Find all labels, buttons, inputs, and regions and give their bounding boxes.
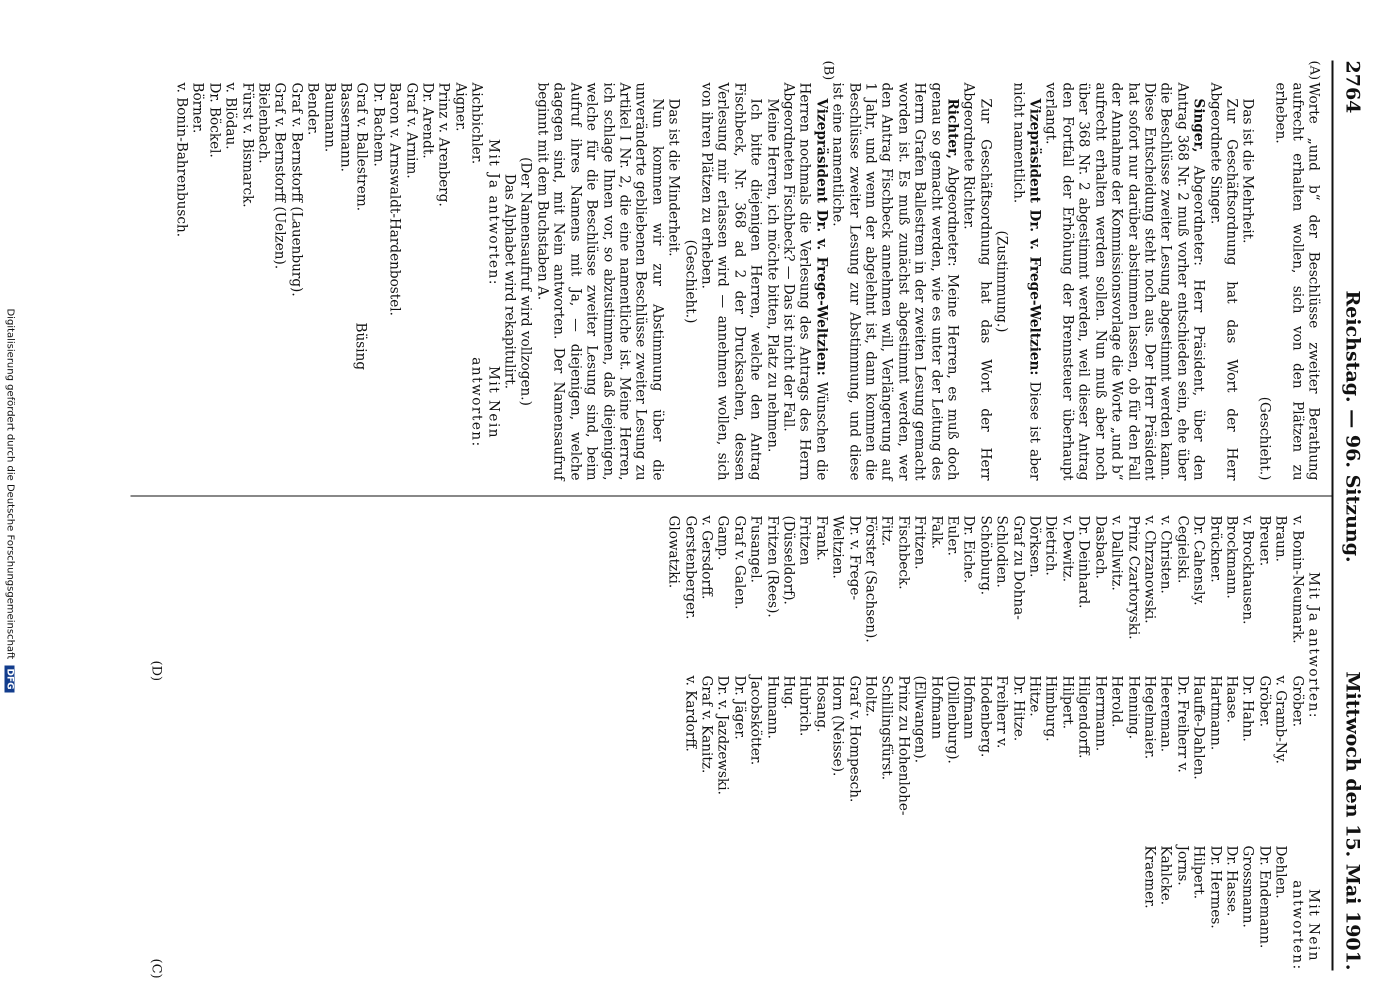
stage-direction: (Geschieht.) bbox=[1255, 396, 1272, 480]
member-name: Graf zu Dohna-Schlodien. bbox=[993, 515, 1026, 620]
member-name: Dr. Hermes. bbox=[1206, 845, 1223, 929]
member-name: Hug. bbox=[780, 675, 796, 709]
member-name: Kraemer. bbox=[1140, 845, 1157, 909]
member-name: Dr. Eiche. bbox=[960, 515, 977, 583]
member-name: Gerstenberger. bbox=[681, 515, 698, 619]
member-name: Bender. bbox=[304, 82, 321, 135]
member-name: Fürst v. Bismarck. bbox=[238, 82, 255, 208]
paragraph: Zur Geschäftsordnung hat das Wort der Herr Abgeordnete Richter. bbox=[960, 82, 993, 480]
member-name: Hilpert. bbox=[1190, 845, 1207, 899]
member-name: v. Christen. bbox=[1157, 515, 1174, 594]
page-header bbox=[1335, 60, 1363, 970]
member-name: v. Dewitz. bbox=[1058, 515, 1075, 582]
member-name: Cegielski. bbox=[1173, 515, 1190, 583]
member-name: Kahlcke. bbox=[1157, 845, 1174, 905]
speech bbox=[1042, 82, 1206, 480]
member-name: Euler. bbox=[944, 515, 961, 556]
nein-header: Mit Nein antworten: bbox=[1288, 879, 1321, 971]
member-name: Dehlen. bbox=[1272, 845, 1289, 899]
member-name: Graf v. Arnim. bbox=[402, 82, 419, 179]
member-name: Bassermann. bbox=[337, 82, 354, 172]
footer-text: Digitalisierung gefördert durch die Deutsche Forschungsgemeinschaft bbox=[4, 307, 15, 659]
member-name: Gröber. bbox=[1255, 675, 1272, 727]
paragraph: Nun kommen wir zur Abstimmung über die unveränderte gebliebenen Beschlüsse zweiter Lesung zu Artikel I Nr. 2, die eine namentliche ist. Meine Herren, ich schlage Ihnen vor, so abzustimmen, daß diejenigen, welche für die Beschlüsse zweiter Lesung sind, beim Aufruf ihres Namens mit Ja, — diejenigen, welche dagegen sind, mit Nein antworten. Der Namensaufruf beginnt mit dem Buchstaben A. bbox=[533, 82, 665, 480]
member-name: Börner. bbox=[189, 82, 206, 133]
member-name: Graf v. Bernstorff (Uelzen). bbox=[271, 82, 288, 269]
member-name: Dietrich. bbox=[1042, 515, 1059, 576]
member-name: Grossmann. bbox=[1239, 845, 1256, 928]
member-name: Hosang. bbox=[812, 675, 829, 732]
member-name: Herrmann. bbox=[1091, 675, 1108, 751]
member-name: Braun. bbox=[1272, 515, 1289, 562]
member-name: Prinz Czartoryski. bbox=[1124, 515, 1141, 640]
margin-mark-a: (A) bbox=[1306, 60, 1321, 80]
footer bbox=[4, 0, 15, 1000]
speech bbox=[829, 82, 960, 480]
member-name: Graf v. Ballestrem. bbox=[353, 82, 370, 211]
stage-direction: (Zustimmung.) bbox=[993, 230, 1010, 332]
member-name: Breuer. bbox=[1255, 515, 1272, 566]
member-name: Gamp. bbox=[714, 515, 731, 560]
member-name: v. Gersdorff. bbox=[697, 515, 714, 599]
member-name: v. Chrzanowski. bbox=[1140, 515, 1157, 624]
margin-mark-b: (B) bbox=[820, 60, 835, 80]
member-name: Gröber. bbox=[1288, 675, 1305, 727]
speech-text: Abgeordneter: Herr Präsident, über den Antrag 368 Nr. 2 muß vorher entschieden sein, ehe über die Beschlüsse zweiter Lesung abgestimmt werden kann. Diese Entscheidung steht noch aus. Der Herr Präsident hat sofort nur darüber abstimmen lassen, ob für den Fall der Annahme der Kommissionsvorlage die Worte „und b“ aufrecht erhalten werden sollen. Nun muß aber noch über 368 Nr. 2 abgestimmt werden, weil dieser Antrag den Fortfall der Erhöhung der Brennsteuer überhaupt verlangt. bbox=[1042, 82, 1207, 480]
ja-names bbox=[205, 515, 1305, 815]
member-name: Dr. v. Frege-Weltzien. bbox=[829, 515, 862, 600]
member-name: Dr. Arendt. bbox=[419, 82, 436, 159]
member-name: Dr. Freiherr v. Heereman. bbox=[1157, 675, 1190, 773]
member-name: Fritzen (Düsseldorf). bbox=[780, 515, 813, 605]
member-name: Hubrich. bbox=[796, 675, 813, 736]
member-name: Dr. Cahensly. bbox=[1190, 515, 1207, 606]
ja-header: Mit Ja antworten: bbox=[484, 138, 501, 286]
member-name: Dr. Bachem. bbox=[369, 82, 386, 167]
margin-mark-c: (C) bbox=[148, 958, 163, 979]
member-name: Hegelmaier. bbox=[1140, 675, 1157, 759]
member-name: Hofmann (Dillenburg). bbox=[944, 675, 977, 764]
speech-text: Diese ist aber nicht namentlich. bbox=[1009, 82, 1043, 480]
member-name: Dr. v. Jazdzewski. bbox=[714, 675, 731, 795]
speech-text: Abgeordneter: Meine Herren, es muß doch genau so gemacht werden, wie es unter der Leitung des Herrn Grafen Ballestrem in der zweiten Lesung gemacht worden ist. Es muß zunächst abgestimmt werden, wer den Antrag Fischbeck annehmen will, Verlängerung auf 1 Jahr, und wenn der abgelehnt ist, dann kommen die Beschlüsse zweiter Lesung zur Abstimmung, und diese ist eine namentliche. bbox=[829, 82, 961, 480]
dfg-logo: DFG bbox=[4, 665, 14, 692]
speech-text: Wünschen die Herren nochmals die Verlesung des Antrags des Herrn Abgeordneten Fischbeck? — Das ist nicht der Fall. bbox=[780, 82, 829, 480]
member-name: Fusangel. bbox=[747, 515, 764, 583]
stage-direction: (Geschieht.) bbox=[681, 239, 698, 323]
left-column bbox=[172, 82, 1321, 480]
member-name: Dr. Hahn. bbox=[1239, 675, 1256, 742]
paragraph: Zur Geschäftsordnung hat das Wort der Herr Abgeordnete Singer. bbox=[1206, 82, 1239, 480]
paragraph: Das ist die Mehrheit. bbox=[1239, 98, 1256, 243]
member-name: Hitze. bbox=[1026, 675, 1043, 717]
member-name: Hauffe-Dahlen. bbox=[1190, 675, 1207, 780]
member-name: Aichbichler. bbox=[468, 82, 485, 164]
member-name: v. Bonin-Bahrenbusch. bbox=[172, 82, 189, 237]
member-name: Henning. bbox=[1124, 675, 1141, 739]
member-name: Herold. bbox=[1108, 675, 1125, 727]
paragraph: Das ist die Minderheit. bbox=[665, 98, 682, 257]
member-name: Himburg. bbox=[1042, 675, 1059, 742]
nein-header: Mit Nein antworten: bbox=[468, 356, 501, 448]
member-name: Dr. Hitze. bbox=[1009, 675, 1026, 741]
member-name: v. Kardorff. bbox=[681, 675, 698, 752]
speech bbox=[1009, 82, 1042, 480]
member-name: Frank. bbox=[812, 515, 829, 561]
member-name: Dr. Böckel. bbox=[205, 82, 222, 158]
member-name: Prinz zu Hohenlohe-Schillingsfürst. bbox=[878, 675, 911, 815]
page-number: 2764 bbox=[1341, 60, 1363, 113]
paragraph: Worte „und b“ der Beschlüsse zweiter Berathung aufrecht erhalten wollen, sich von den Plätzen zu erheben. bbox=[1272, 82, 1321, 480]
ja-list bbox=[205, 515, 1321, 815]
member-name: Falk. bbox=[927, 515, 944, 549]
member-name: Hilgendorff. bbox=[1075, 675, 1092, 758]
nein-names bbox=[351, 322, 367, 472]
member-name: Brockmann. bbox=[1222, 515, 1239, 599]
member-name: Bielenbach. bbox=[255, 82, 271, 164]
member-name: Dr. Jäger. bbox=[730, 675, 747, 740]
member-name: Graf v. Bernstorff (Lauenburg). bbox=[287, 82, 304, 297]
member-name: Jorns. bbox=[1173, 845, 1190, 886]
member-name: v. Blödau. bbox=[222, 82, 239, 150]
member-name: Baron v. Arnswaldt-Hardenbostel. bbox=[386, 82, 403, 316]
column-divider bbox=[130, 495, 1331, 496]
member-name: Dr. Deinhard. bbox=[1075, 515, 1092, 608]
member-name: Dasbach. bbox=[1091, 515, 1108, 579]
member-name: Graf v. Kanitz. bbox=[697, 675, 714, 773]
member-name: Graf v. Galen. bbox=[730, 515, 747, 609]
member-name: Hartmann. bbox=[1206, 675, 1223, 750]
member-name: Fischbeck. bbox=[894, 515, 911, 590]
member-name: Dr. Endemann. bbox=[1255, 845, 1272, 948]
speaker-name: Vizepräsident Dr. v. Frege-Weltzien: bbox=[1026, 98, 1043, 375]
member-name: Freiherr v. Hodenberg. bbox=[976, 675, 1010, 757]
member-name: Graf v. Hompesch. bbox=[845, 675, 862, 802]
ja-header: Mit Ja antworten: bbox=[1305, 571, 1321, 719]
member-name: Prinz v. Arenberg. bbox=[435, 82, 452, 207]
paragraph: Das Alphabet wird rekapitulirt. bbox=[501, 173, 518, 389]
member-name: Schönburg. bbox=[976, 515, 993, 595]
margin-mark-d: (D) bbox=[148, 660, 163, 681]
member-name: Fritzen. bbox=[911, 515, 928, 570]
nein-list bbox=[1141, 845, 1321, 995]
member-name: Aigner. bbox=[451, 82, 468, 131]
member-name: Glowatzki. bbox=[665, 515, 682, 588]
member-name: Hilpert. bbox=[1058, 675, 1075, 729]
member-name: Förster (Sachsen). bbox=[862, 515, 879, 643]
member-name: Fitz. bbox=[878, 515, 895, 546]
member-name: Haase. bbox=[1222, 675, 1239, 723]
session-date: Mittwoch den 15. Mai 1901. bbox=[1341, 671, 1363, 970]
speaker-name: Richter, bbox=[944, 98, 961, 159]
nein-names bbox=[1141, 845, 1289, 995]
member-name: v. Bonin-Neumark. bbox=[1288, 515, 1305, 644]
member-name: v. Dallwitz. bbox=[1108, 515, 1125, 591]
nein-list bbox=[351, 322, 500, 472]
paragraph: Ich bitte diejenigen Herren, welche den Antrag Fischbeck, Nr. 368 ad 2 der Drucksachen, dessen Verlesung mir erlassen wird — annehmen wollen, sich von ihren Plätzen zu erheben. bbox=[697, 82, 764, 480]
member-name: v. Gramb-Ny. bbox=[1272, 675, 1289, 764]
header-rule bbox=[1331, 60, 1333, 970]
speaker-name: Vizepräsident Dr. v. Frege-Weltzien: bbox=[812, 98, 829, 376]
member-name: Dörksen. bbox=[1026, 515, 1043, 577]
member-name: Humann. bbox=[763, 675, 780, 739]
speech bbox=[780, 82, 829, 480]
member-name: Horn (Neisse). bbox=[829, 675, 846, 776]
member-name: Jacobskötter. bbox=[747, 675, 764, 765]
member-name: Holtz. bbox=[862, 675, 879, 717]
paragraph: Meine Herren, ich möchte bitten, Platz zu nehmen. bbox=[763, 98, 780, 452]
member-name: v. Brockhausen. bbox=[1239, 515, 1256, 624]
speaker-name: Singer, bbox=[1190, 98, 1207, 152]
member-name: Fritzen (Rees). bbox=[763, 515, 780, 618]
member-name: Büsing bbox=[351, 322, 368, 370]
member-name: Baumann. bbox=[320, 82, 337, 152]
member-name: Dr. Hasse. bbox=[1222, 845, 1239, 916]
member-name: Hofmann (Ellwangen). bbox=[911, 675, 944, 763]
session-title: Reichstag. — 96. Sitzung. bbox=[1341, 290, 1363, 563]
member-name: Brückner. bbox=[1206, 515, 1223, 583]
stage-direction: (Der Namensaufruf wird vollzogen.) bbox=[517, 156, 534, 406]
